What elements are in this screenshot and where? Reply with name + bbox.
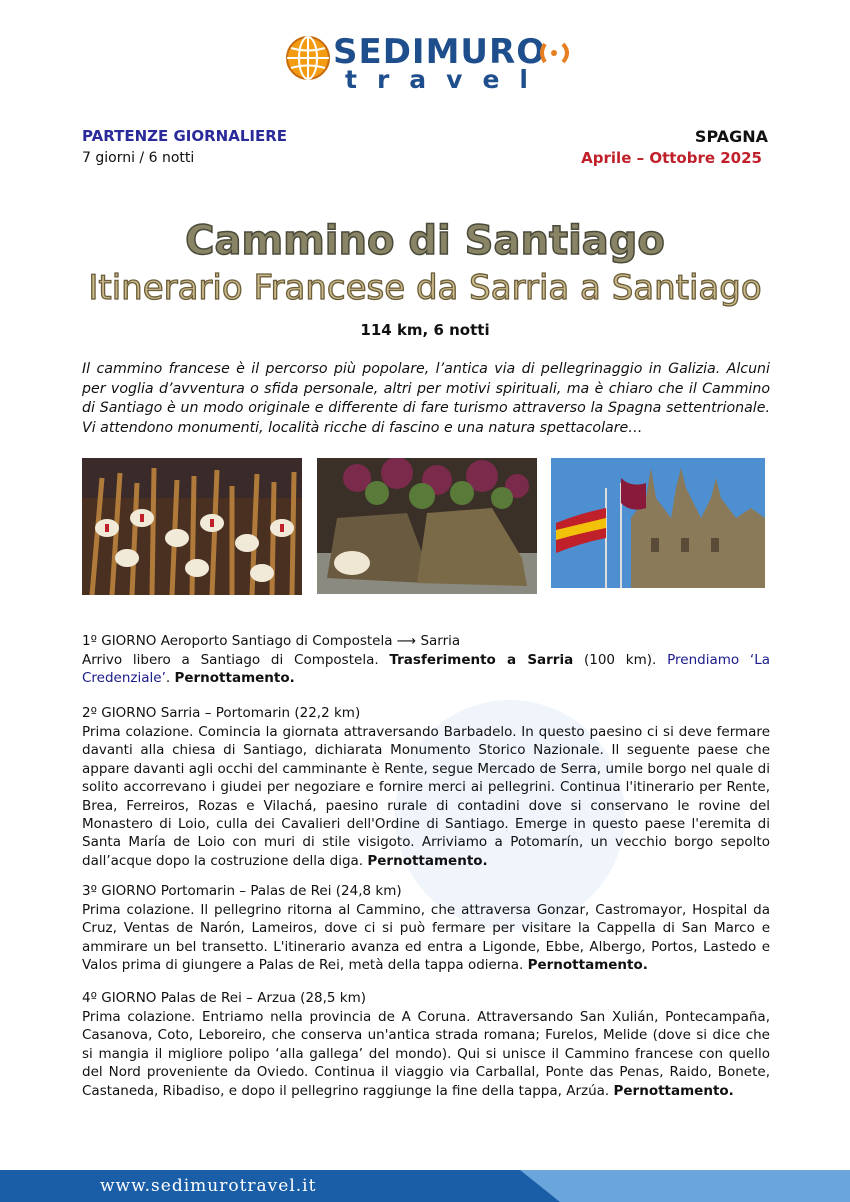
globe-icon xyxy=(285,35,331,81)
country-label: SPAGNA xyxy=(694,127,768,146)
period-label: Aprile – Ottobre 2025 xyxy=(581,149,762,167)
pilgrim-staffs-photo xyxy=(82,458,302,595)
day-3-text: Prima colazione. Il pellegrino ritorna al Cammino, che attraversa Gonzar, Castromayor, Hospital da Cruz, Ventas de Narón, Lameiros, dove ci si può fermare per visitare la Cappella di San Marco e ammirare un bel transetto. L'itinerario avanza ed entra a Ligonde, Ebbe, Albergo, Portos, Lastedo e Valos prima di giungere a Palas de Rei, metà della tappa odierna. Pernottamento. xyxy=(82,902,770,974)
day-2-section xyxy=(82,704,770,870)
intro-paragraph: Il cammino francese è il percorso più popolare, l’antica via di pellegrinaggio in Galizia. Alcuni per voglia d’avventura o sfida personale, altri per motivi spirituali, ma è chiaro che il Cammino di Santiago è un modo originale e differente di fare turismo attraverso la Spagna settentrionale. Vi attendono monumenti, località ricche di fascino e una natura spettacolare… xyxy=(82,361,770,436)
day-4-heading: 4º GIORNO Palas de Rei – Arzua (28,5 km) xyxy=(82,990,367,1006)
day-1-heading: 1º GIORNO Aeroporto Santiago di Compostela ⟶ Sarria xyxy=(82,633,461,649)
day-4-text: Prima colazione. Entriamo nella provincia de A Coruna. Attraversando San Xulián, Pontecampaña, Casanova, Coto, Leboreiro, che conserva un'antica strada romana; Furelos, Melide (dove si dice che si mangia il migliore polipo ‘alla gallega’ del mondo). Qui si unisce il Cammino francese con quello del Nord proveniente da Oviedo. Continua il viaggio via Carballal, Ponte das Penas, Raido, Bonete, Castaneda, Ribadiso, e dopo il pellegrino raggiunge la fine della tappa, Arzúa. Pernottamento. xyxy=(82,1009,770,1099)
departures-label: PARTENZE GIORNALIERE xyxy=(82,127,288,145)
page-title: Cammino di Santiago xyxy=(185,218,665,264)
cathedral-flags-photo xyxy=(551,458,765,588)
day-1-text: Arrivo libero a Santiago di Compostela. Trasferimento a Sarria (100 km). Prendiamo ‘La Credenziale’. Pernottamento. xyxy=(82,652,770,687)
day-3-heading: 3º GIORNO Portomarin – Palas de Rei (24,8 km) xyxy=(82,883,402,899)
day-2-heading: 2º GIORNO Sarria – Portomarin (22,2 km) xyxy=(82,705,361,721)
swirl-icon xyxy=(537,38,573,68)
duration-label: 7 giorni / 6 notti xyxy=(82,150,195,166)
day-2-text: Prima colazione. Comincia la giornata attraversando Barbadelo. In questo paesino ci si deve fermare davanti alla chiesa di Santiago, dichiarata Monumento Storico Nazionale. Il seguente paese che appare davanti agli occhi del camminante è Rente, segue Mercado de Serra, umile borgo nel quale di solito accorrevano i giudei per negoziare e fornire merci ai pellegrini. Continua l'itinerario per Rente, Brea, Ferreiros, Rozas e Vilachá, paesino rurale di contadini dove si conservano le rovine del Monastero di Loio, culla dei Cavalieri dell'Ordine di Santiago. Emerge in questo paese l'eremita di Santa María de Loio con muri di stile visigoto. Arriviamo a Potomarín, un vecchio borgo sepolto dall’acque dopo la costruzione della diga. Pernottamento. xyxy=(82,724,770,869)
logo-brand-top: SEDIMURO xyxy=(333,32,547,72)
page-subtitle: Itinerario Francese da Sarria a Santiago xyxy=(88,268,762,308)
distance-label: 114 km, 6 notti xyxy=(360,321,490,339)
company-logo xyxy=(285,32,585,94)
hiking-boots-photo xyxy=(317,458,537,594)
day-4-section xyxy=(82,989,770,1100)
logo-brand-bottom: travel xyxy=(345,65,548,94)
day-3-section xyxy=(82,882,770,975)
day-1-section xyxy=(82,632,770,688)
website-link[interactable]: www.sedimurotravel.it xyxy=(100,1176,317,1196)
